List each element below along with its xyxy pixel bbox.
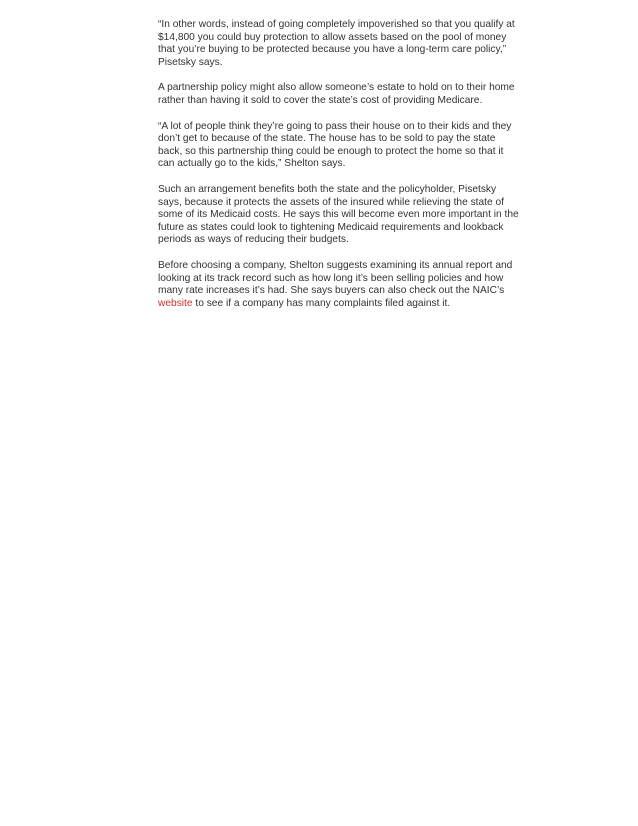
naic-website-link[interactable]: website bbox=[158, 297, 193, 309]
choosing-company-text-before: Before choosing a company, Shelton suggests examining its annual report and looking at its track record such as how long it’s been selling policies and how many rate increases it’s had. She says buyers can also check out the NAIC’s bbox=[158, 259, 513, 297]
paragraph-partnership-policy: A partnership policy might also allow someone’s estate to hold on to their home rather than having it sold to cover the state’s cost of providing Medicare. bbox=[158, 82, 515, 106]
paragraph-quote-pisetsky: “In other words, instead of going completely impoverished so that you qualify at $14,800 you could buy protection to allow assets based on the pool of money that you’re buying to be protected because you have a long-term care policy,” Pisetsky says. bbox=[158, 19, 515, 68]
paragraph-arrangement-benefits: Such an arrangement benefits both the state and the policyholder, Pisetsky says, because it protects the assets of the insured while relieving the state of some of its Medicaid costs. He says this will become even more important in the future as states could look to tightening Medicaid requirements and lookback periods as ways of reducing their budgets. bbox=[158, 183, 519, 246]
paragraph-choosing-company bbox=[158, 260, 522, 310]
choosing-company-text-after: to see if a company has many complaints filed against it. bbox=[192, 297, 451, 309]
paragraph-quote-shelton: “A lot of people think they’re going to pass their house on to their kids and they don’t get to because of the state. The house has to be sold to pay the state back, so this partnership thing could be enough to protect the home so that it can actually go to the kids,” Shelton says. bbox=[158, 120, 512, 170]
article-body bbox=[158, 19, 522, 323]
